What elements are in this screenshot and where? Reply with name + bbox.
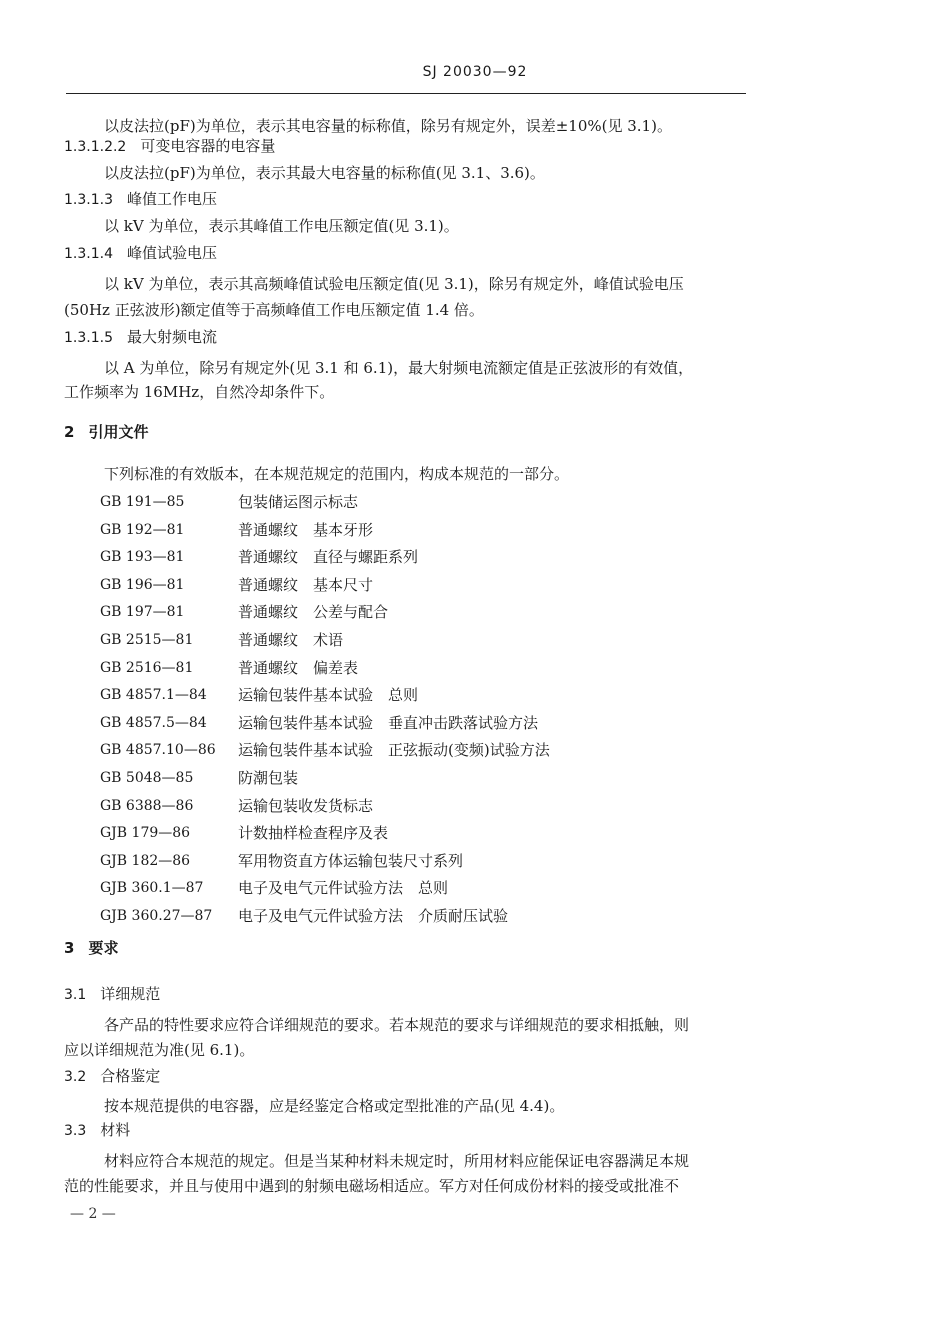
reference-title: 普通螺纹 术语 bbox=[238, 631, 344, 649]
paragraph-line: 按本规范提供的电容器，应是经鉴定合格或定型批准的产品(见 4.4)。 bbox=[104, 1097, 565, 1115]
reference-code: GB 193—81 bbox=[100, 549, 185, 565]
paragraph-line: 材料应符合本规范的规定。但是当某种材料未规定时，所用材料应能保证电容器满足本规 bbox=[104, 1152, 690, 1170]
clause-number: 3.1 bbox=[64, 987, 87, 1003]
reference-title: 普通螺纹 偏差表 bbox=[238, 659, 359, 677]
clause-title: 详细规范 bbox=[100, 985, 161, 1003]
page-number: — 2 — bbox=[70, 1206, 116, 1222]
paragraph-line: 以 kV 为单位，表示其峰值工作电压额定值(见 3.1)。 bbox=[104, 217, 459, 235]
paragraph-line: 下列标准的有效版本，在本规范规定的范围内，构成本规范的一部分。 bbox=[104, 465, 570, 483]
clause-number: 3.3 bbox=[64, 1123, 87, 1139]
paragraph-line: 应以详细规范为准(见 6.1)。 bbox=[64, 1041, 255, 1059]
clause-title: 峰值工作电压 bbox=[126, 190, 217, 208]
clause-number: 1.3.1.4 bbox=[64, 246, 113, 262]
section-title: 要求 bbox=[88, 939, 119, 957]
reference-title: 电子及电气元件试验方法 介质耐压试验 bbox=[238, 907, 509, 925]
section-heading-2 bbox=[64, 422, 148, 442]
clause-heading-3-3 bbox=[64, 1120, 130, 1141]
reference-title: 军用物资直方体运输包装尺寸系列 bbox=[238, 852, 464, 870]
paragraph-line: 以 kV 为单位，表示其高频峰值试验电压额定值(见 3.1)，除另有规定外，峰值试验电压 bbox=[104, 275, 684, 293]
clause-heading-1-3-1-3 bbox=[64, 189, 217, 210]
reference-title: 计数抽样检查程序及表 bbox=[238, 824, 389, 842]
paragraph-line: 范的性能要求，并且与使用中遇到的射频电磁场相适应。军方对任何成份材料的接受或批准不 bbox=[64, 1177, 680, 1195]
clause-heading-3-1 bbox=[64, 984, 160, 1005]
clause-title: 材料 bbox=[100, 1121, 131, 1139]
reference-title: 电子及电气元件试验方法 总则 bbox=[238, 879, 449, 897]
clause-number: 1.3.1.5 bbox=[64, 330, 113, 346]
reference-title: 普通螺纹 基本牙形 bbox=[238, 521, 374, 539]
reference-title: 防潮包装 bbox=[238, 769, 299, 787]
reference-code: GJB 179—86 bbox=[100, 825, 191, 841]
paragraph-line: (50Hz 正弦波形)额定值等于高频峰值工作电压额定值 1.4 倍。 bbox=[64, 301, 484, 319]
reference-title: 普通螺纹 公差与配合 bbox=[238, 603, 389, 621]
reference-code: GB 2516—81 bbox=[100, 660, 194, 676]
clause-number: 1.3.1.3 bbox=[64, 192, 113, 208]
paragraph-line: 以皮法拉(pF)为单位，表示其电容量的标称值，除另有规定外，误差±10%(见 3.1)。 bbox=[104, 117, 672, 135]
page-header-code: SJ 20030—92 bbox=[422, 64, 528, 80]
clause-heading-1-3-1-4 bbox=[64, 243, 217, 264]
section-title: 引用文件 bbox=[88, 423, 149, 441]
reference-code: GJB 360.1—87 bbox=[100, 880, 204, 896]
clause-title: 峰值试验电压 bbox=[126, 244, 217, 262]
clause-number: 3.2 bbox=[64, 1069, 87, 1085]
clause-title: 合格鉴定 bbox=[100, 1067, 161, 1085]
reference-code: GB 4857.5—84 bbox=[100, 715, 207, 731]
reference-code: GB 192—81 bbox=[100, 522, 185, 538]
reference-title: 包装储运图示标志 bbox=[238, 493, 359, 511]
reference-code: GB 6388—86 bbox=[100, 798, 194, 814]
clause-heading-1-3-1-5 bbox=[64, 327, 217, 348]
reference-code: GB 2515—81 bbox=[100, 632, 194, 648]
reference-code: GJB 182—86 bbox=[100, 853, 191, 869]
clause-number: 1.3.1.2.2 bbox=[64, 139, 127, 155]
reference-code: GB 197—81 bbox=[100, 604, 185, 620]
section-number: 3 bbox=[64, 939, 75, 957]
reference-code: GJB 360.27—87 bbox=[100, 908, 213, 924]
reference-title: 普通螺纹 基本尺寸 bbox=[238, 576, 374, 594]
clause-heading-3-2 bbox=[64, 1066, 160, 1087]
reference-title: 普通螺纹 直径与螺距系列 bbox=[238, 548, 419, 566]
reference-title: 运输包装件基本试验 正弦振动(变频)试验方法 bbox=[238, 741, 550, 759]
paragraph-line: 以皮法拉(pF)为单位，表示其最大电容量的标称值(见 3.1、3.6)。 bbox=[104, 164, 545, 182]
reference-code: GB 5048—85 bbox=[100, 770, 194, 786]
paragraph-line: 工作频率为 16MHz，自然冷却条件下。 bbox=[64, 383, 335, 401]
reference-code: GB 4857.10—86 bbox=[100, 742, 216, 758]
section-heading-3 bbox=[64, 938, 118, 958]
reference-code: GB 196—81 bbox=[100, 577, 185, 593]
reference-code: GB 4857.1—84 bbox=[100, 687, 207, 703]
section-number: 2 bbox=[64, 423, 75, 441]
clause-heading-1-3-1-2-2 bbox=[64, 136, 275, 157]
reference-title: 运输包装件基本试验 总则 bbox=[238, 686, 419, 704]
clause-title: 最大射频电流 bbox=[126, 328, 217, 346]
paragraph-line: 各产品的特性要求应符合详细规范的要求。若本规范的要求与详细规范的要求相抵触，则 bbox=[104, 1016, 690, 1034]
reference-title: 运输包装件基本试验 垂直冲击跌落试验方法 bbox=[238, 714, 539, 732]
clause-title: 可变电容器的电容量 bbox=[140, 137, 276, 155]
header-rule bbox=[66, 93, 746, 94]
paragraph-line: 以 A 为单位，除另有规定外(见 3.1 和 6.1)，最大射频电流额定值是正弦波形的有效值， bbox=[104, 359, 694, 377]
reference-code: GB 191—85 bbox=[100, 494, 185, 510]
reference-title: 运输包装收发货标志 bbox=[238, 797, 374, 815]
